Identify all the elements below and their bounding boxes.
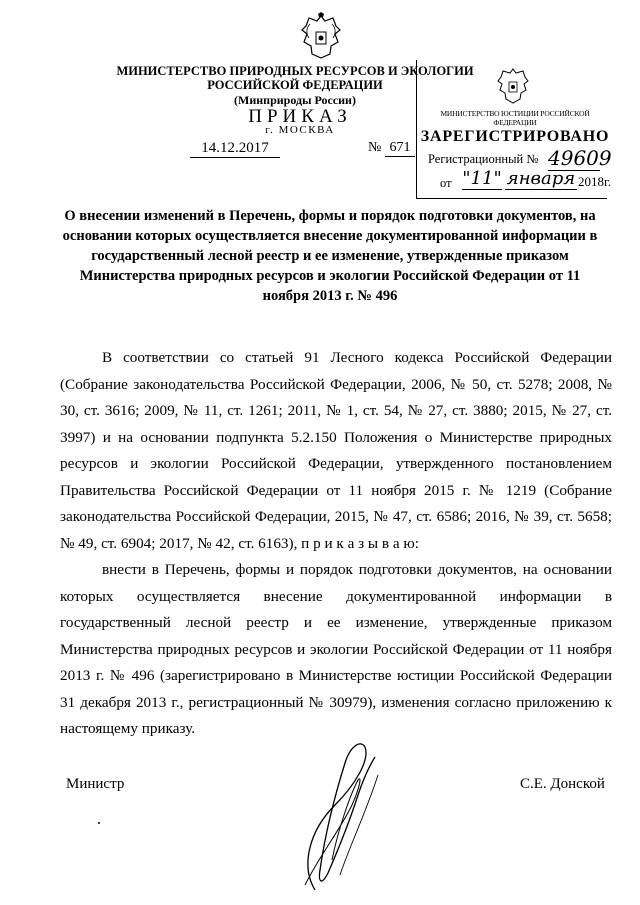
stamp-reg-number-label: Регистрационный №	[428, 152, 539, 166]
document-title: О внесении изменений в Перечень, формы и порядок подготовки документов, на основании которых осуществляется внесение документированной информации в государственный лесной реестр и ее изменение, утвержденные приказом Министерства природных ресурсов и экологии Российской Федерации от 11 ноября 2013 г. № 496	[62, 208, 598, 304]
ministry-name-line2: РОССИЙСКОЙ ФЕДЕРАЦИИ	[207, 78, 383, 92]
stamp-coat-of-arms-icon	[496, 66, 530, 106]
document-city: г. МОСКВА	[265, 124, 335, 136]
ministry-name-line1: МИНИСТЕРСТВО ПРИРОДНЫХ РЕСУРСОВ И ЭКОЛОГИИ	[116, 64, 474, 78]
body-paragraph-1-text: В соответствии со статьей 91 Лесного кодекса Российской Федерации (Собрание законодательства Российской Федерации, 2006, № 50, ст. 5278; 2008, № 30, ст. 3616; 2009, № 11, ст. 1261; 2011, № 1, ст. 54, № 27, ст. 3880; 2015, № 27, ст. 3997) и на основании подпункта 5.2.150 Положения о Министерстве природных ресурсов и экологии Российской Федерации, утвержденного постановлением Правительства Российской Федерации от 11 ноября 2015 г. № 1219 (Собрание законодательства Российской Федерации, 2015, № 47, ст. 6586; 2016, № 39, ст. 5658; № 49, ст. 6904; 2017, № 42, ст. 6163), п р и к а з ы в а ю:	[60, 349, 612, 552]
body-paragraph-2-text: внести в Перечень, формы и порядок подготовки документов, на основании которых осуществляется внесение документированной информации в государственный лесной реестр и ее изменение, утвержденные приказом Министерства природных ресурсов и экологии Российской Федерации от 11 ноября 2013 г. № 496 (зарегистрировано в Министерстве юстиции Российской Федерации 31 декабря 2013 г., регистрационный № 30979), изменения согласно приложению к настоящему приказу.	[60, 561, 612, 737]
stamp-year: 2018г.	[578, 174, 612, 189]
document-date: 14.12.2017	[190, 140, 280, 158]
coat-of-arms-icon	[300, 12, 342, 62]
stamp-day: "11"	[462, 168, 502, 189]
body-paragraph-1	[60, 345, 612, 557]
signer-name: С.Е. Донской	[520, 776, 605, 792]
ministry-short-name: (Минприроды России)	[234, 93, 356, 107]
stamp-reg-number: 49609	[548, 146, 612, 170]
scan-speck	[98, 822, 100, 824]
stamp-ministry-title: МИНИСТЕРСТВО ЮСТИЦИИ РОССИЙСКОЙ ФЕДЕРАЦИИ	[440, 109, 590, 127]
document-number-label: №	[368, 140, 382, 155]
stamp-registered-label: ЗАРЕГИСТРИРОВАНО	[420, 128, 610, 145]
body-paragraph-2	[60, 557, 612, 743]
stamp-month: января	[506, 168, 576, 189]
document-number: 671	[385, 140, 415, 157]
signature-icon	[280, 735, 390, 900]
signer-position: Министр	[66, 776, 125, 792]
document-type: ПРИКАЗ	[248, 106, 352, 127]
stamp-date-label: от	[440, 176, 452, 190]
